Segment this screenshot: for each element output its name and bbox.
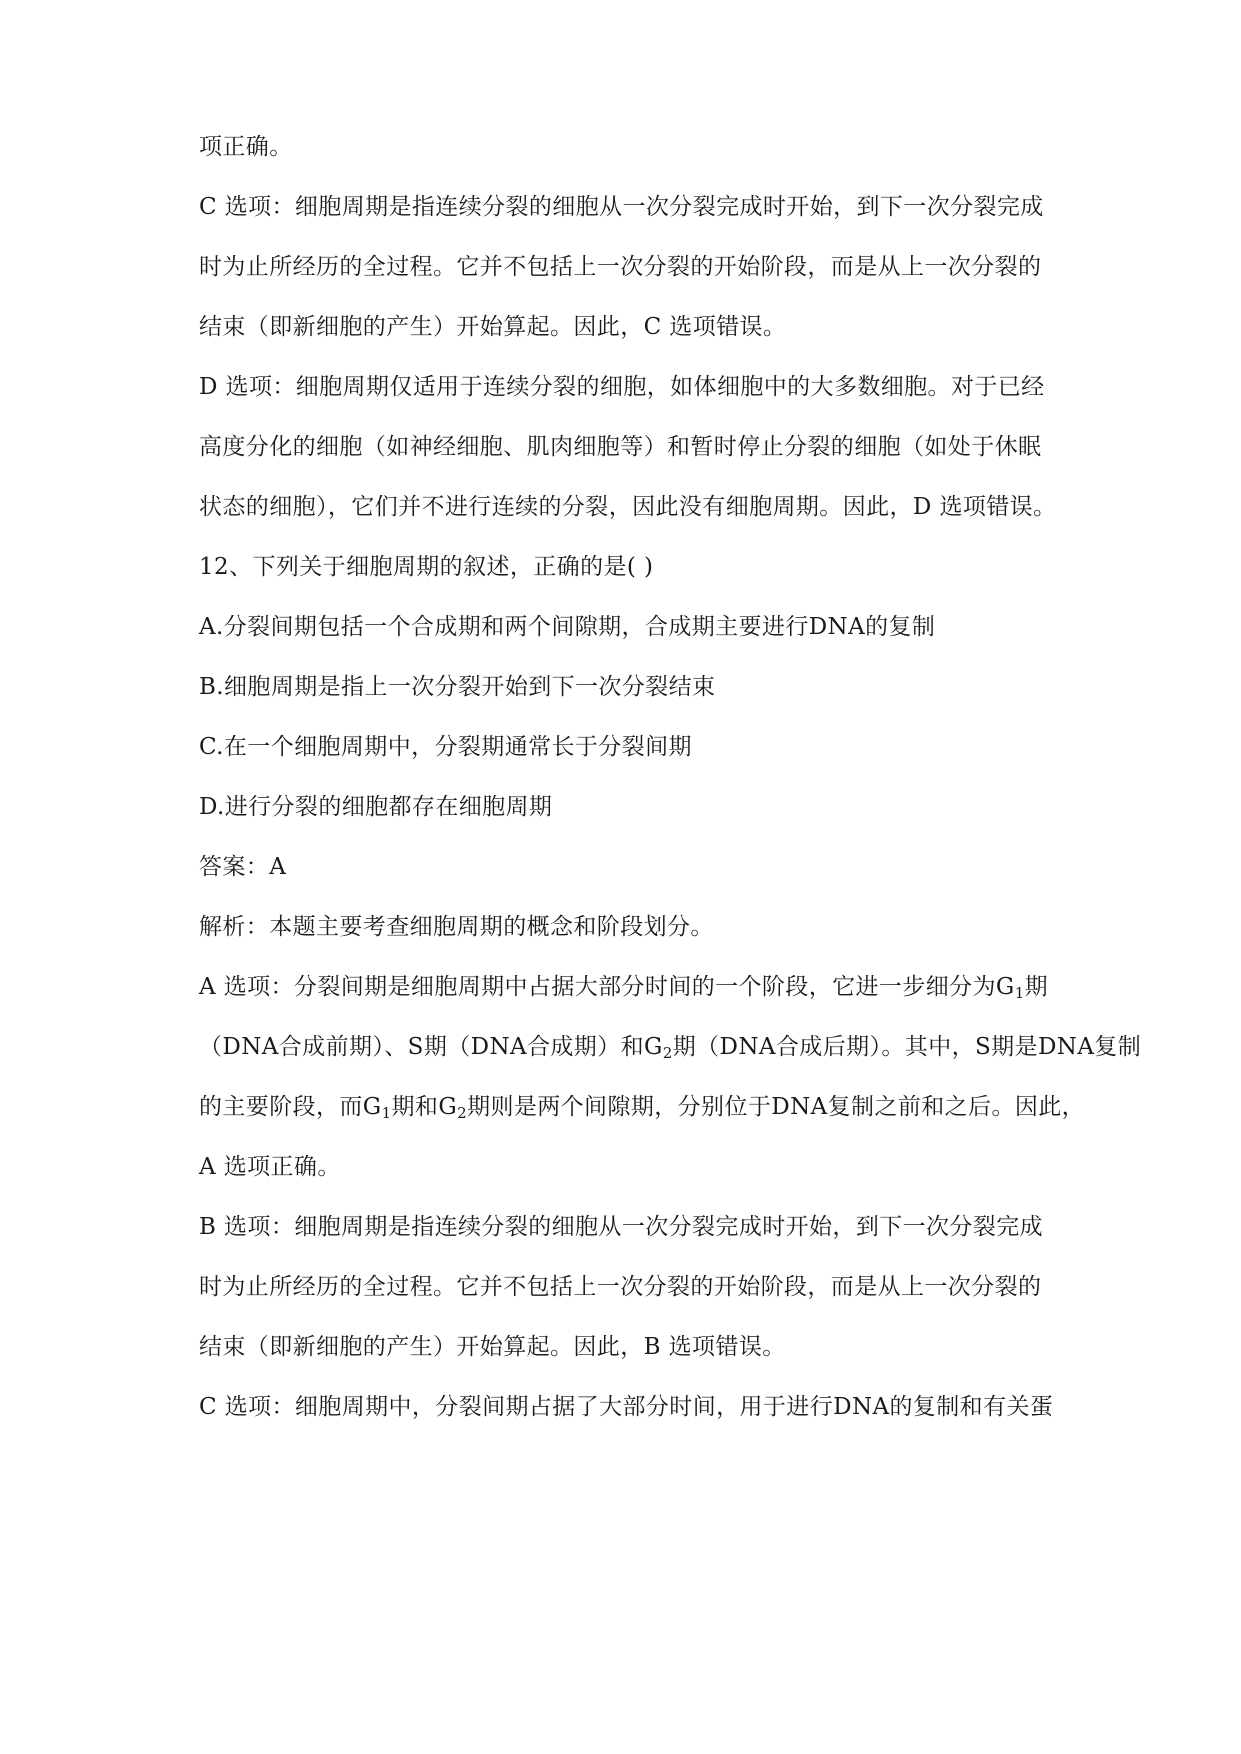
subscript: 2 — [662, 1044, 673, 1062]
subscript: 1 — [381, 1104, 392, 1122]
text-segment: （DNA合成前期）、S期（DNA合成期）和G — [199, 1034, 663, 1060]
analysis-line: 解析：本题主要考查细胞周期的概念和阶段划分。 — [199, 914, 714, 940]
text-line — [199, 1092, 1099, 1122]
text-line — [199, 1032, 1142, 1062]
question-stem: 12、下列关于细胞周期的叙述，正确的是( ) — [199, 554, 654, 580]
option-c: C.在一个细胞周期中，分裂期通常长于分裂间期 — [199, 734, 692, 760]
text-line: 结束（即新细胞的产生）开始算起。因此，B 选项错误。 — [199, 1334, 786, 1360]
option-a: A.分裂间期包括一个合成期和两个间隙期，合成期主要进行DNA的复制 — [199, 614, 936, 640]
option-d: D.进行分裂的细胞都存在细胞周期 — [199, 794, 553, 820]
answer-line: 答案：A — [199, 854, 287, 880]
text-line — [199, 972, 1099, 1002]
subscript: 1 — [1014, 984, 1025, 1002]
text-line: 时为止所经历的全过程。它并不包括上一次分裂的开始阶段，而是从上一次分裂的 — [199, 254, 1042, 280]
text-line: A 选项正确。 — [199, 1154, 341, 1180]
text-segment: A 选项：分裂间期是细胞周期中占据大部分时间的一个阶段，它进一步细分为G — [199, 974, 1015, 1000]
text-line: 项正确。 — [199, 134, 293, 160]
text-line: C 选项：细胞周期是指连续分裂的细胞从一次分裂完成时开始，到下一次分裂完成 — [199, 194, 1044, 220]
text-line: 高度分化的细胞（如神经细胞、肌肉细胞等）和暂时停止分裂的细胞（如处于休眠 — [199, 434, 1042, 460]
text-segment: 期则是两个间隙期，分别位于DNA复制之前和之后。因此， — [467, 1094, 1086, 1120]
subscript: 2 — [457, 1104, 468, 1122]
text-segment: 期（DNA合成后期）。其中，S期是DNA复制 — [672, 1034, 1142, 1060]
text-line: C 选项：细胞周期中，分裂间期占据了大部分时间，用于进行DNA的复制和有关蛋 — [199, 1394, 1054, 1420]
text-segment: 期和G — [391, 1094, 458, 1120]
text-line: 结束（即新细胞的产生）开始算起。因此，C 选项错误。 — [199, 314, 787, 340]
text-line: D 选项：细胞周期仅适用于连续分裂的细胞，如体细胞中的大多数细胞。对于已经 — [199, 374, 1045, 400]
text-segment: 的主要阶段，而G — [199, 1094, 382, 1120]
text-segment: 期 — [1024, 974, 1049, 1000]
text-line: 时为止所经历的全过程。它并不包括上一次分裂的开始阶段，而是从上一次分裂的 — [199, 1274, 1042, 1300]
text-line: 状态的细胞），它们并不进行连续的分裂，因此没有细胞周期。因此，D 选项错误。 — [199, 494, 1057, 520]
text-line: B 选项：细胞周期是指连续分裂的细胞从一次分裂完成时开始，到下一次分裂完成 — [199, 1214, 1044, 1240]
option-b: B.细胞周期是指上一次分裂开始到下一次分裂结束 — [199, 674, 716, 700]
